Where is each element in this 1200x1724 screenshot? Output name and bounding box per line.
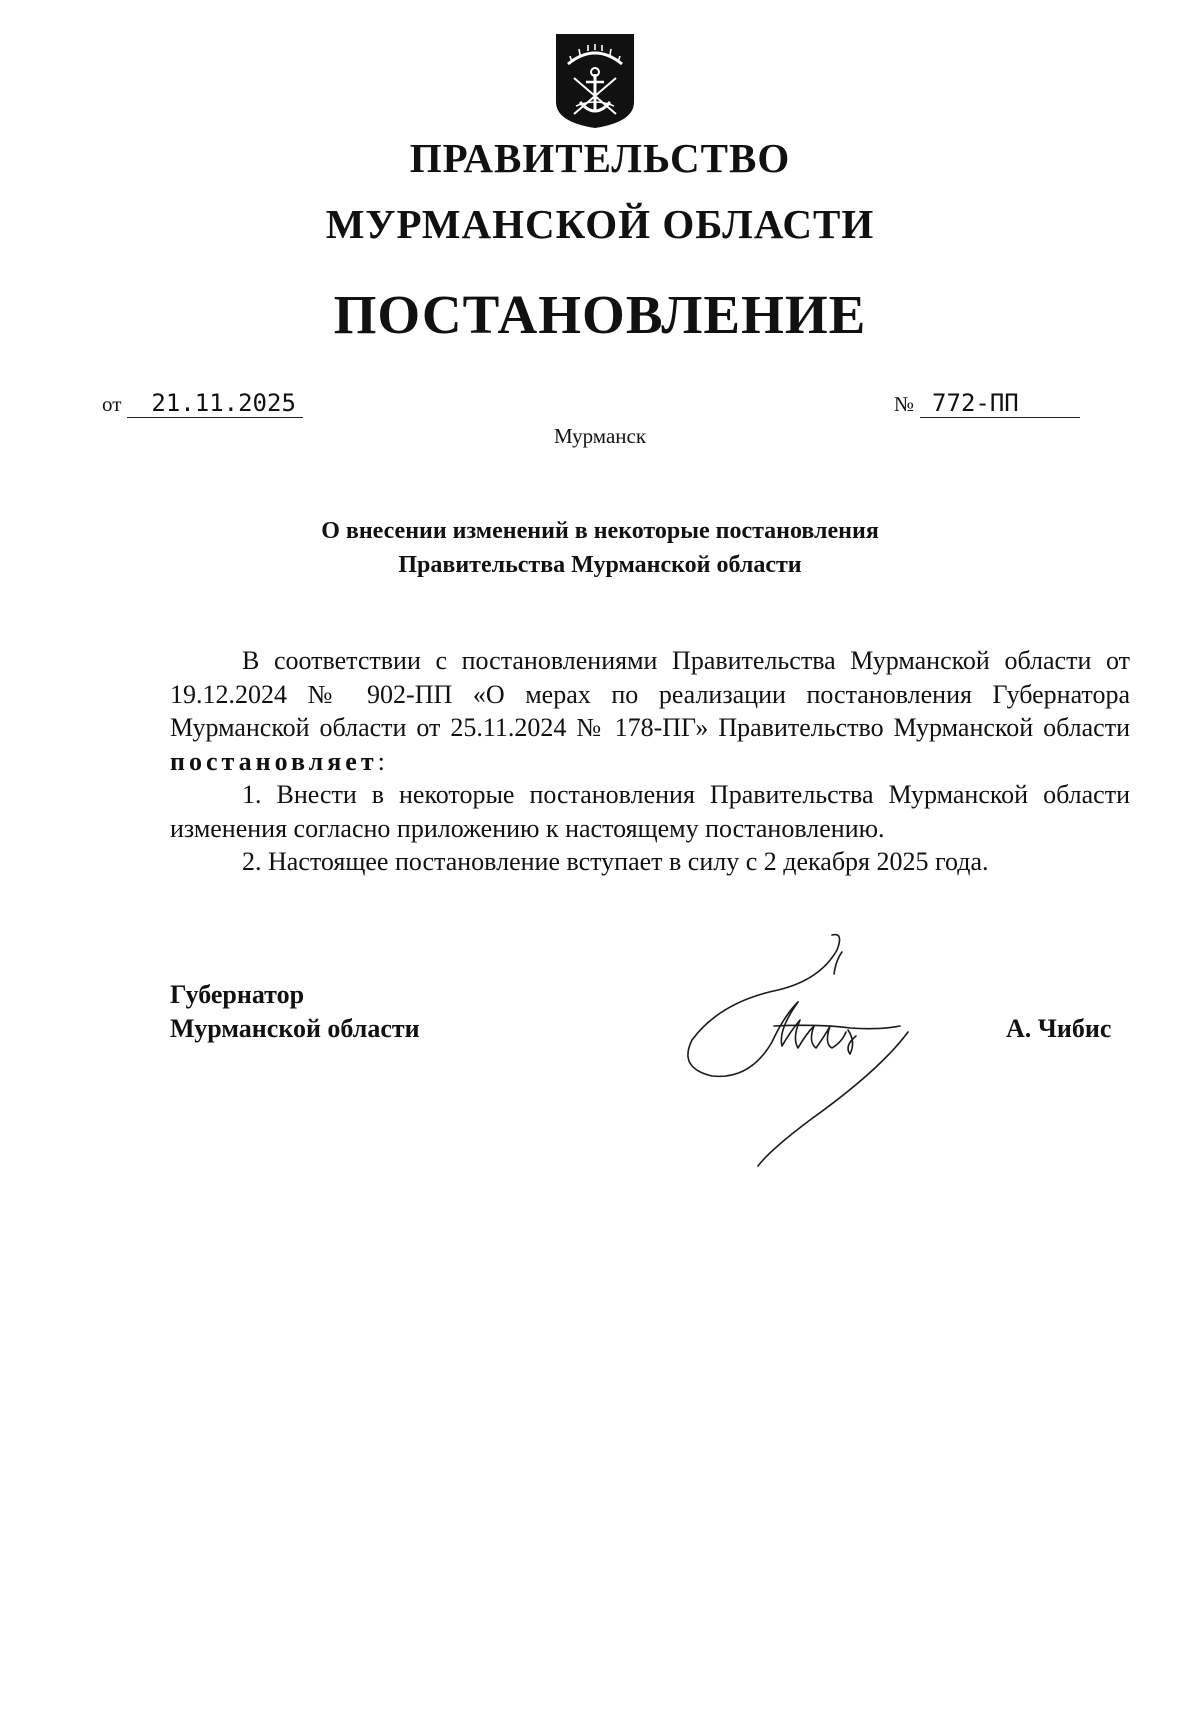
document-body [170, 644, 1130, 879]
coat-of-arms-icon [554, 32, 636, 130]
signer-position-line1: Губернатор [170, 980, 305, 1009]
signer-position [170, 978, 420, 1046]
org-title-line2: МУРМАНСКОЙ ОБЛАСТИ [325, 201, 875, 247]
clause-2: 2. Настоящее постановление вступает в силу с 2 декабря 2025 года. [242, 847, 989, 876]
preamble-paragraph [170, 644, 1130, 778]
city-label: Мурманск [553, 424, 647, 448]
signer-name: А. Чибис [1006, 1014, 1112, 1043]
org-title-line1: ПРАВИТЕЛЬСТВО [409, 135, 791, 181]
date-prefix: от [102, 392, 122, 416]
subject-line1: О внесении изменений в некоторые постановления [321, 518, 879, 544]
number-value: 772-ПП [920, 391, 1080, 418]
date-value: 21.11.2025 [127, 391, 303, 418]
clause-1: 1. Внести в некоторые постановления Правительства Мурманской области изменения согласно приложению к настоящему постановлению. [170, 780, 1130, 843]
decree-colon: : [377, 746, 385, 776]
document-type-title: ПОСТАНОВЛЕНИЕ [333, 284, 867, 345]
subject-line2: Правительства Мурманской области [398, 552, 802, 578]
number-prefix: № [894, 392, 915, 416]
number-field [894, 388, 1080, 418]
document-subject [0, 514, 1200, 582]
decree-word: постановляет [170, 746, 378, 776]
preamble-text: В соответствии с постановлениями Правительства Мурманской области от 19.12.2024 № 902-ПП «О мерах по реализации постановления Губернатора Мурманской области от 25.11.2024 № 178-ПГ» Правительство Мурманской области [170, 646, 1130, 742]
signer-position-line2: Мурманской области [170, 1014, 420, 1043]
handwritten-signature-icon [680, 930, 960, 1170]
date-field [102, 388, 303, 418]
